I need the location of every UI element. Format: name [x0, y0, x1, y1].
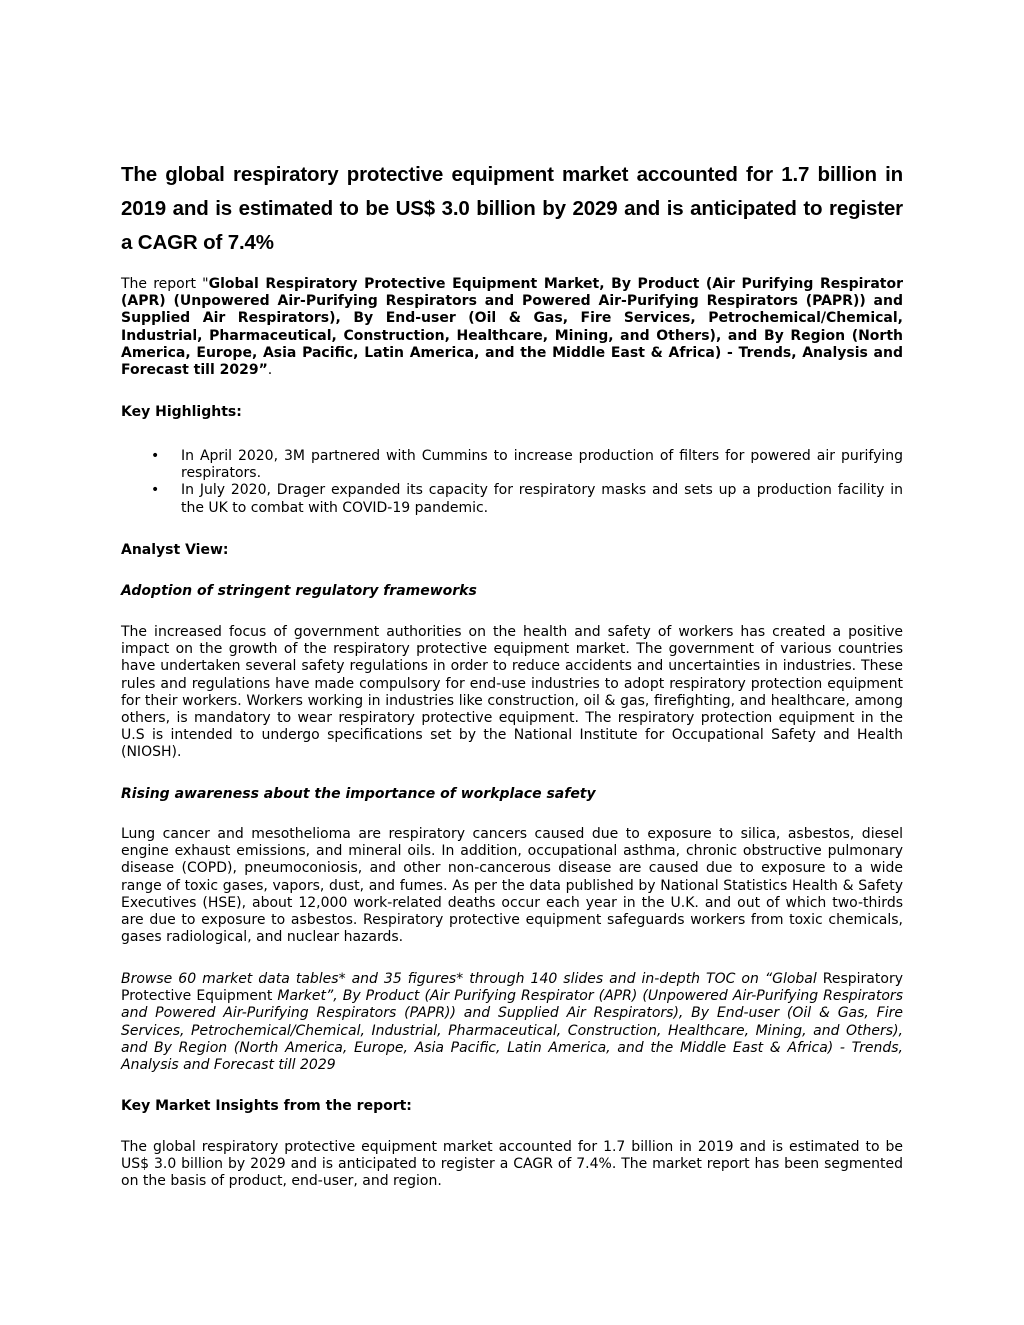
bullet-icon: • [151, 482, 160, 499]
browse-italic-text-2: Market”, By Product (Air Purifying Respirator (APR) (Unpowered Air-Purifying Respirators and Powered Air-Purifying Respirators (PAPR)) and Supplied Air Respirators), By End-user (Oil & Gas, Fire Services, Petrochemical/Chemical, Industrial, Pharmaceutical, Construction, Healthcare, Mining, and Others), and By Region (North America, Europe, Asia Pacific, Latin America, and the Middle East & Africa) - Trends, Analysis and Forecast till 2029 [121, 988, 903, 1074]
document-title: The global respiratory protective equipment market accounted for 1.7 billion in 2019 and is estimated to be US$ 3.0 billion by 2029 and is anticipated to register a CAGR of 7.4% [121, 163, 903, 254]
intro-prefix: The report " [121, 276, 209, 292]
browse-toc-paragraph [121, 971, 903, 1074]
highlight-text: In April 2020, 3M partnered with Cummins to increase production of filters for powered air purifying respirators. [181, 448, 903, 482]
report-intro-paragraph [121, 276, 903, 379]
bullet-icon: • [151, 448, 160, 464]
key-highlights-heading: Key Highlights: [121, 404, 242, 420]
subheading-regulatory: Adoption of stringent regulatory frameworks [121, 583, 477, 599]
highlight-text: In July 2020, Drager expanded its capacity for respiratory masks and sets up a production facility in the UK to combat with COVID-19 pandemic. [181, 482, 903, 516]
key-insights-heading: Key Market Insights from the report: [121, 1098, 412, 1114]
browse-italic-text: Browse 60 market data tables* and 35 figures* through 140 slides and in-depth TOC on “Global [121, 971, 817, 987]
list-item [121, 448, 903, 482]
intro-suffix: . [267, 362, 273, 379]
analyst-view-heading: Analyst View: [121, 542, 229, 558]
browse-normal-text: Respiratory Protective Equipment [121, 971, 903, 1005]
subheading-workplace-safety: Rising awareness about the importance of workplace safety [121, 786, 596, 802]
report-full-title: Global Respiratory Protective Equipment Market, By Product (Air Purifying Respirator (APR) (Unpowered Air-Purifying Respirators and Powered Air-Purifying Respirators (PAPR)) and Supplied Air Respirators), By End-user (Oil & Gas, Fire Services, Petrochemical/Chemical, Industrial, Pharmaceutical, Construction, Healthcare, Mining, and Others), and By Region (North America, Europe, Asia Pacific, Latin America, and the Middle East & Africa) - Trends, Analysis and Forecast till 2029” [121, 276, 904, 379]
workplace-safety-paragraph: Lung cancer and mesothelioma are respiratory cancers caused due to exposure to silica, asbestos, diesel engine exhaust emissions, and mineral oils. In addition, occupational asthma, chronic obstructive pulmonary disease (COPD), pneumoconiosis, and other non-cancerous disease are caused due to exposure to a wide range of toxic gases, vapors, dust, and fumes. As per the data published by National Statistics Health & Safety Executives (HSE), about 12,000 work-related deaths occur each year in the U.K. and out of which two-thirds are due to exposure to asbestos. Respiratory protective equipment safeguards workers from toxic chemicals, gases radiological, and nuclear hazards. [121, 826, 903, 946]
list-item [121, 482, 903, 516]
key-insights-paragraph: The global respiratory protective equipment market accounted for 1.7 billion in 2019 and is estimated to be US$ 3.0 billion by 2029 and is anticipated to register a CAGR of 7.4%. The market report has been segmented on the basis of product, end-user, and region. [121, 1139, 903, 1190]
regulatory-paragraph: The increased focus of government authorities on the health and safety of workers has created a positive impact on the growth of the respiratory protective equipment market. The government of various countries have undertaken several safety regulations in order to reduce accidents and uncertainties in industries. These rules and regulations have made compulsory for end-use industries to adopt respiratory protection equipment for their workers. Workers working in industries like construction, oil & gas, firefighting, and healthcare, among others, is mandatory to wear respiratory protective equipment. The respiratory protection equipment in the U.S is intended to undergo specifications set by the National Institute for Occupational Safety and Health (NIOSH). [121, 624, 903, 761]
key-highlights-list [121, 448, 903, 517]
